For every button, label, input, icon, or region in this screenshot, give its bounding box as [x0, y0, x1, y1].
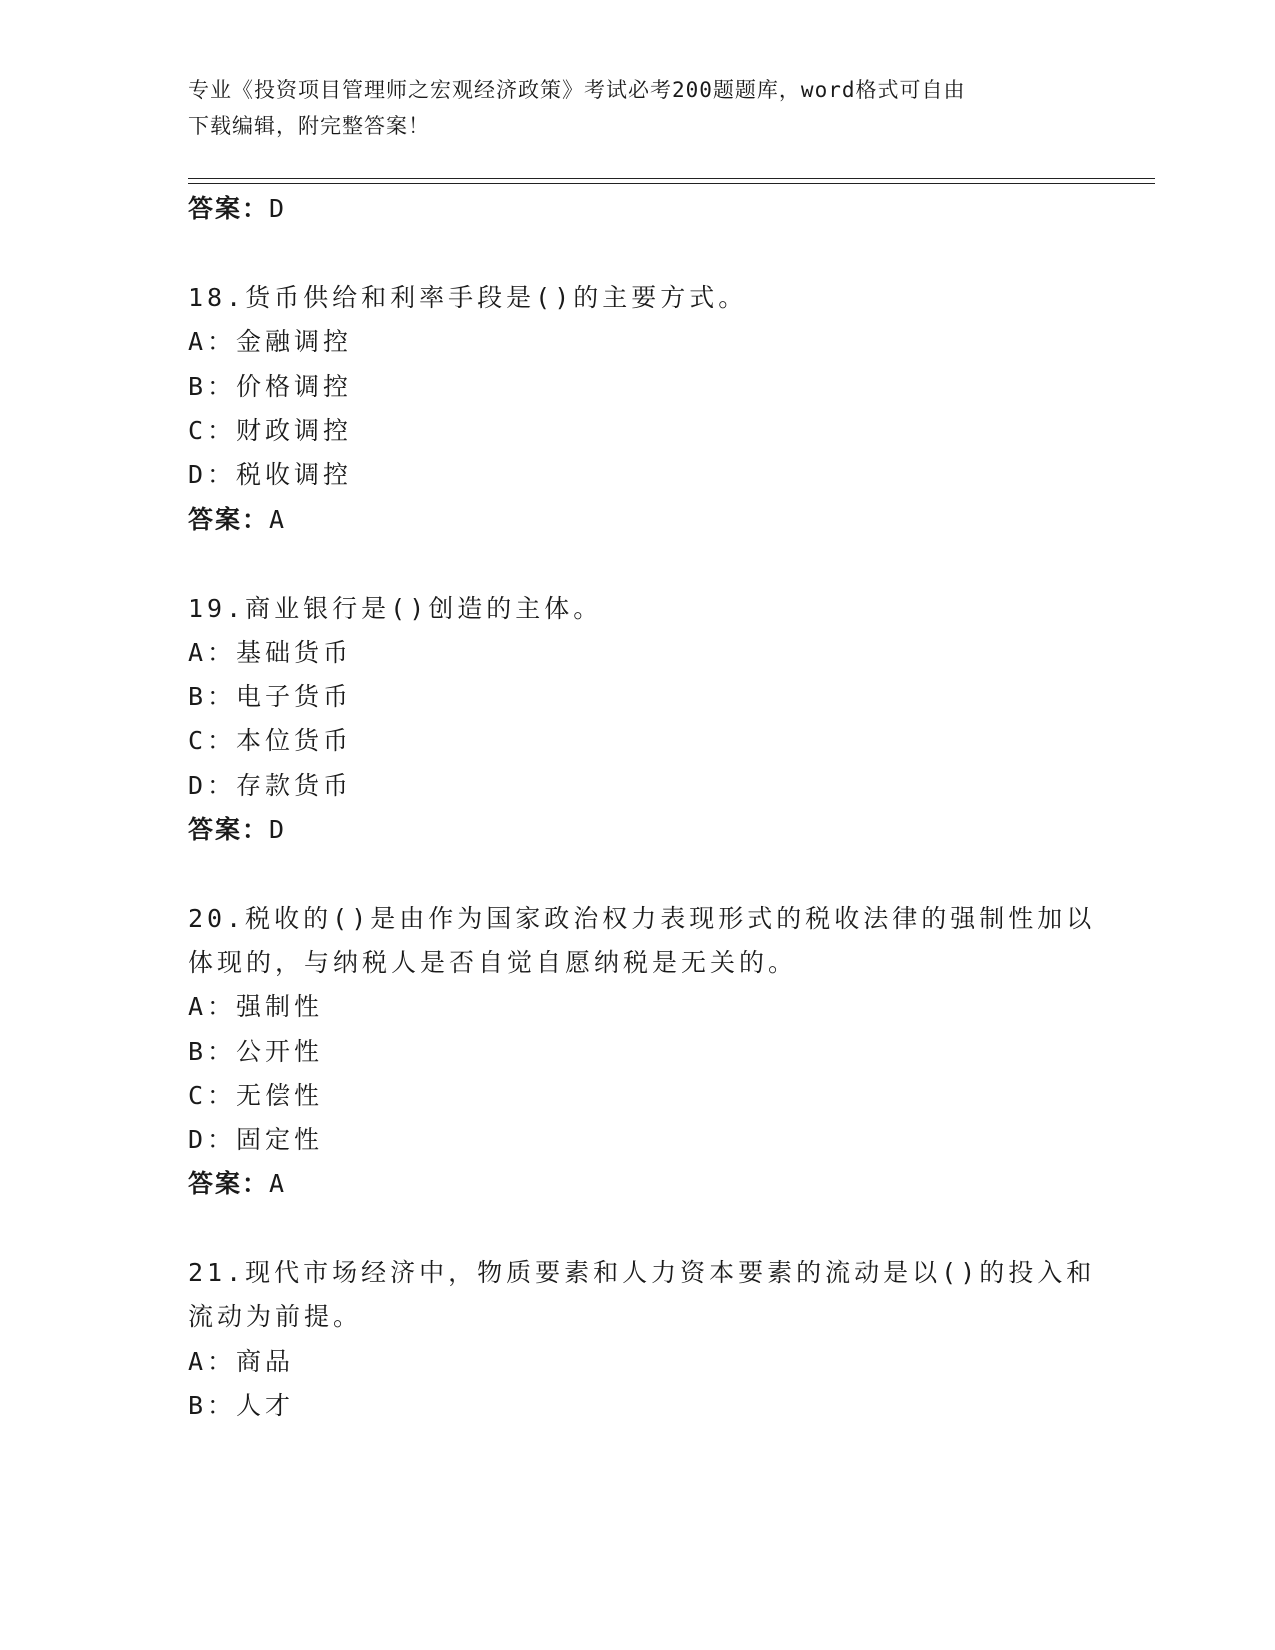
answer-value: D: [269, 194, 286, 223]
question-19-answer: [188, 814, 285, 846]
question-19-option-b: B：电子货币: [188, 682, 353, 711]
question-19-option-c: C：本位货币: [188, 726, 353, 755]
question-20-option-a: A：强制性: [188, 992, 324, 1021]
question-18-option-a: A：金融调控: [188, 327, 353, 356]
answer-label: 答案：: [188, 1169, 270, 1198]
answer-value: A: [269, 505, 286, 534]
question-21-stem-line-1: 21.现代市场经济中，物质要素和人力资本要素的流动是以()的投入和: [188, 1258, 1096, 1287]
question-20-option-b: B：公开性: [188, 1037, 324, 1066]
question-20-option-c: C：无偿性: [188, 1081, 324, 1110]
answer-value: A: [269, 1169, 286, 1198]
answer-value: D: [269, 815, 286, 844]
answer-label: 答案：: [188, 505, 270, 534]
question-18-answer: [188, 504, 285, 536]
answer-label: 答案：: [188, 194, 270, 223]
question-20-stem-line-2: 体现的，与纳税人是否自觉自愿纳税是无关的。: [188, 948, 798, 977]
question-20-option-d: D：固定性: [188, 1125, 324, 1154]
question-18-stem: 18.货币供给和利率手段是()的主要方式。: [188, 283, 748, 312]
question-20-answer: [188, 1168, 285, 1200]
header-divider-top: [188, 178, 1155, 179]
question-21-option-b: B：人才: [188, 1391, 295, 1420]
question-19-stem: 19.商业银行是()创造的主体。: [188, 594, 603, 623]
question-18-option-b: B：价格调控: [188, 372, 353, 401]
header-divider-bottom: [188, 183, 1155, 184]
document-header: [188, 72, 1088, 144]
header-line-2: 下载编辑，附完整答案！: [188, 114, 430, 138]
question-18-option-d: D：税收调控: [188, 460, 353, 489]
header-line-1: 专业《投资项目管理师之宏观经济政策》考试必考200题题库，word格式可自由: [188, 78, 966, 102]
question-21-option-a: A：商品: [188, 1347, 295, 1376]
answer-line: [188, 193, 285, 225]
question-21-stem-line-2: 流动为前提。: [188, 1302, 363, 1331]
question-20-stem-line-1: 20.税收的()是由作为国家政治权力表现形式的税收法律的强制性加以: [188, 904, 1096, 933]
question-19-option-a: A：基础货币: [188, 638, 353, 667]
answer-label: 答案：: [188, 815, 270, 844]
question-18-option-c: C：财政调控: [188, 416, 353, 445]
question-19-option-d: D：存款货币: [188, 771, 353, 800]
